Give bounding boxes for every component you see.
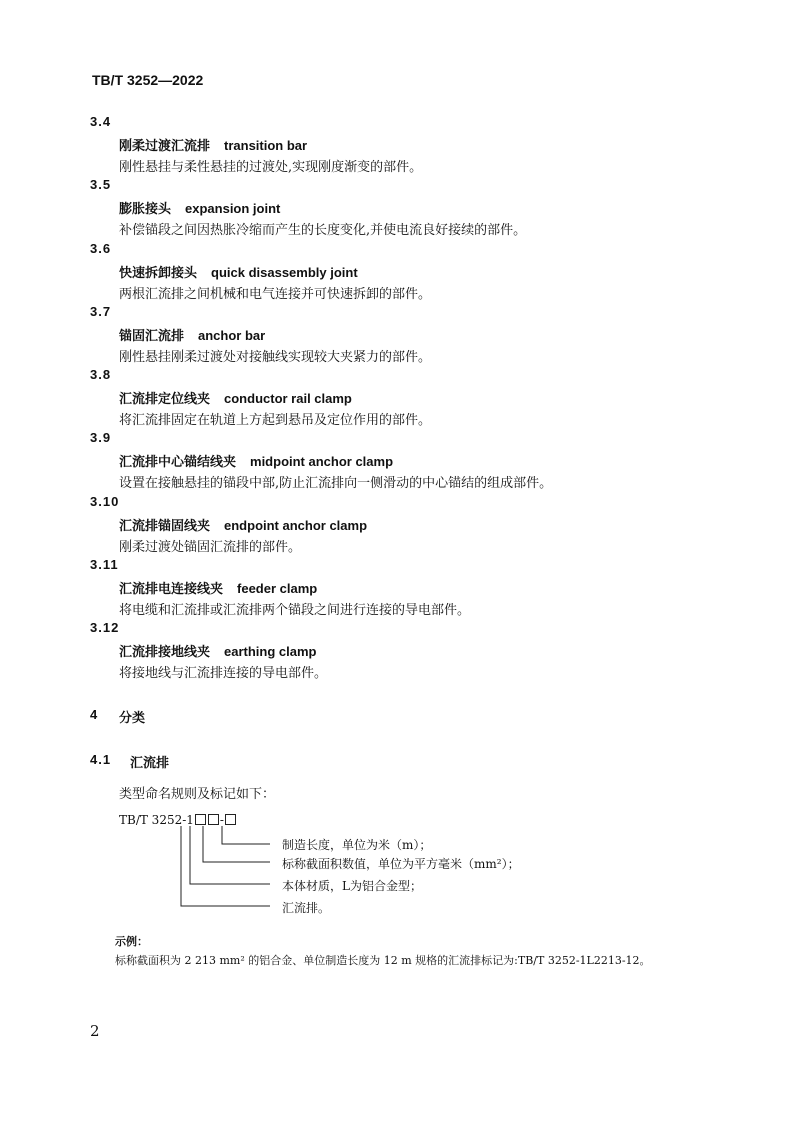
- clause-number: 3.11: [90, 557, 119, 572]
- term-definition: 刚性悬挂刚柔过渡处对接触线实现较大夹紧力的部件。: [119, 350, 432, 365]
- area-label: 标称截面积数值，单位为平方毫米（mm²）；: [282, 857, 520, 871]
- term-definition: 刚性悬挂与柔性悬挂的过渡处,实现刚度渐变的部件。: [119, 160, 423, 175]
- term-en: earthing clamp: [224, 644, 317, 659]
- term-en: feeder clamp: [237, 581, 318, 596]
- clause-number: 3.9: [90, 430, 112, 445]
- term-en: midpoint anchor clamp: [250, 454, 394, 469]
- page-number: 2: [90, 1022, 100, 1040]
- clause-number: 3.7: [90, 304, 112, 319]
- type-label: 汇流排。: [282, 901, 331, 915]
- term-en: expansion joint: [185, 201, 281, 216]
- term-en: endpoint anchor clamp: [224, 518, 368, 533]
- term-en: conductor rail clamp: [224, 391, 352, 406]
- length-label: 制造长度，单位为米（m）；: [282, 838, 432, 852]
- section-4-1-title: 汇流排: [130, 755, 170, 770]
- example-text: 标称截面积为 2 213 mm² 的铝合金、单位制造长度为 12 m 规格的汇流排标记为:TB/T 3252-1L2213-12。: [115, 954, 651, 967]
- document-id: TB/T 3252—2022: [92, 72, 204, 88]
- material-label: 本体材质，L为铝合金型；: [282, 879, 422, 893]
- term-definition: 两根汇流排之间机械和电气连接并可快速拆卸的部件。: [119, 287, 432, 302]
- length-leader-line: [222, 826, 270, 844]
- term-definition: 将汇流排固定在轨道上方起到悬吊及定位作用的部件。: [119, 413, 432, 428]
- term-definition: 设置在接触悬挂的锚段中部,防止汇流排向一侧滑动的中心锚结的组成部件。: [119, 476, 553, 491]
- term-en: quick disassembly joint: [211, 265, 358, 280]
- clause-number: 3.5: [90, 177, 112, 192]
- term-definition: 刚柔过渡处锚固汇流排的部件。: [119, 540, 302, 555]
- section-4-number: 4: [90, 707, 98, 722]
- term-zh: 快速拆卸接头: [119, 265, 198, 280]
- term-zh: 汇流排中心锚结线夹: [119, 454, 237, 469]
- term-zh: 膨胀接头: [119, 201, 172, 216]
- naming-intro: 类型命名规则及标记如下：: [119, 787, 276, 802]
- marking-prefix: TB/T 3252-1: [119, 813, 194, 827]
- term-zh: 汇流排定位线夹: [119, 391, 211, 406]
- marking-dash: -: [219, 813, 224, 827]
- term-zh: 汇流排电连接线夹: [119, 581, 224, 596]
- term-definition: 将电缆和汇流排或汇流排两个锚段之间进行连接的导电部件。: [119, 603, 471, 618]
- term-definition: 将接地线与汇流排连接的导电部件。: [119, 666, 328, 681]
- clause-number: 3.8: [90, 367, 112, 382]
- clause-number: 3.10: [90, 494, 120, 509]
- term-zh: 锚固汇流排: [119, 328, 185, 343]
- type-leader-line: [181, 826, 270, 906]
- clause-number: 3.6: [90, 241, 112, 256]
- clause-number: 3.4: [90, 114, 112, 129]
- term-en: anchor bar: [198, 328, 266, 343]
- term-zh: 汇流排接地线夹: [119, 644, 211, 659]
- term-zh: 汇流排锚固线夹: [119, 518, 211, 533]
- material-leader-line: [190, 826, 270, 884]
- example-label: 示例：: [115, 936, 148, 948]
- section-4-1-number: 4.1: [90, 752, 112, 767]
- term-en: transition bar: [224, 138, 308, 153]
- term-definition: 补偿锚段之间因热胀冷缩而产生的长度变化,并使电流良好接续的部件。: [119, 223, 527, 238]
- clause-number: 3.12: [90, 620, 120, 635]
- section-4-title: 分类: [119, 710, 146, 725]
- term-zh: 刚柔过渡汇流排: [119, 138, 211, 153]
